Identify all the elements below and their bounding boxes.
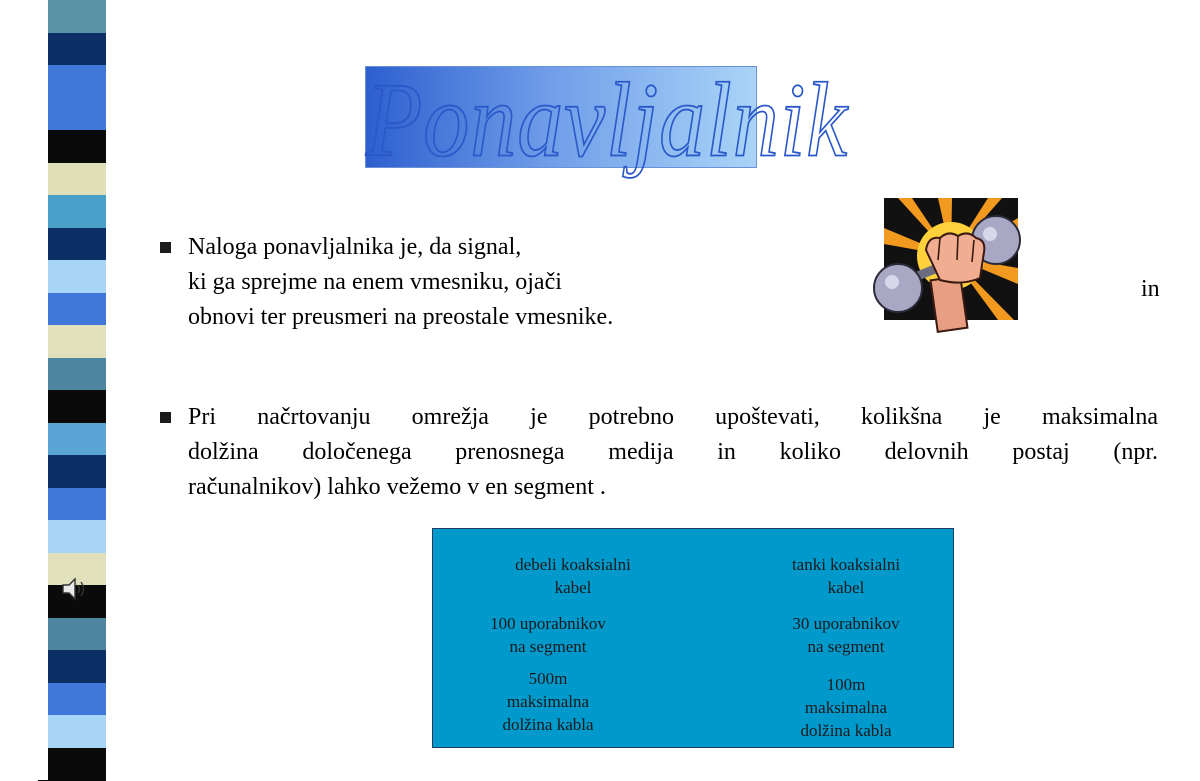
- bullet-text: [188, 400, 1158, 505]
- square-bullet-icon: [160, 242, 171, 253]
- bullet-line: Naloga ponavljalnika je, da signal,: [188, 230, 788, 265]
- cell-line: tanki koaksialni: [746, 553, 946, 576]
- stripe-block: [38, 65, 106, 99]
- cell-line: na segment: [746, 635, 946, 658]
- stripe-block: [38, 228, 106, 262]
- stripe-block: [38, 293, 106, 327]
- cell-line: maksimalna: [746, 696, 946, 719]
- table-cell-thin-users: [746, 612, 946, 658]
- stripe-block: [38, 195, 106, 229]
- stripe-notch: [38, 0, 48, 780]
- bullet-line: dolžina določenega prenosnega medija in koliko delovnih postaj (npr.: [188, 435, 1158, 470]
- cell-line: debeli koaksialni: [473, 553, 673, 576]
- cell-line: maksimalna: [448, 690, 648, 713]
- decorative-stripe-bar: [38, 0, 106, 780]
- stripe-block: [38, 163, 106, 197]
- table-cell-thin-cable: [746, 553, 946, 599]
- cell-line: dolžina kabla: [448, 713, 648, 736]
- stripe-block: [38, 455, 106, 489]
- stripe-block: [38, 748, 106, 781]
- stripe-block: [38, 683, 106, 717]
- stripe-block: [38, 98, 106, 132]
- table-cell-thick-cable: [473, 553, 673, 599]
- square-bullet-icon: [160, 412, 171, 423]
- stripe-block: [38, 618, 106, 652]
- title-wordart: [365, 66, 757, 168]
- cell-line: kabel: [746, 576, 946, 599]
- cell-line: kabel: [473, 576, 673, 599]
- stripe-block: [38, 520, 106, 554]
- bullet-line: obnovi ter preusmeri na preostale vmesnike.: [188, 300, 788, 335]
- stripe-block: [38, 715, 106, 749]
- stripe-block: [38, 650, 106, 684]
- table-cell-thick-users: [448, 612, 648, 658]
- cell-line: dolžina kabla: [746, 719, 946, 742]
- bullet-line: Pri načrtovanju omrežja je potrebno upoštevati, kolikšna je maksimalna: [188, 400, 1158, 435]
- stripe-block: [38, 260, 106, 294]
- stripe-block: [38, 390, 106, 424]
- cell-line: 30 uporabnikov: [746, 612, 946, 635]
- table-cell-thick-length: [448, 667, 648, 736]
- speaker-icon[interactable]: [60, 576, 86, 602]
- cell-line: 100m: [746, 673, 946, 696]
- dumbbell-fist-icon: [868, 198, 1018, 330]
- stripe-block: [38, 33, 106, 67]
- bullet-text: [188, 230, 788, 335]
- bullet-trailing-word: in: [1141, 272, 1160, 307]
- bullet-line: računalnikov) lahko vežemo v en segment .: [188, 470, 1158, 505]
- cell-line: 100 uporabnikov: [448, 612, 648, 635]
- stripe-block: [38, 423, 106, 457]
- bullet-line: ki ga sprejme na enem vmesniku, ojači: [188, 265, 788, 300]
- cell-line: na segment: [448, 635, 648, 658]
- stripe-block: [38, 0, 106, 34]
- slide-title: Ponavljalnik: [366, 59, 756, 181]
- cell-line: 500m: [448, 667, 648, 690]
- table-cell-thin-length: [746, 673, 946, 742]
- stripe-block: [38, 325, 106, 359]
- cable-comparison-table: [432, 528, 954, 748]
- stripe-block: [38, 488, 106, 522]
- stripe-block: [38, 358, 106, 392]
- stripe-block: [38, 130, 106, 164]
